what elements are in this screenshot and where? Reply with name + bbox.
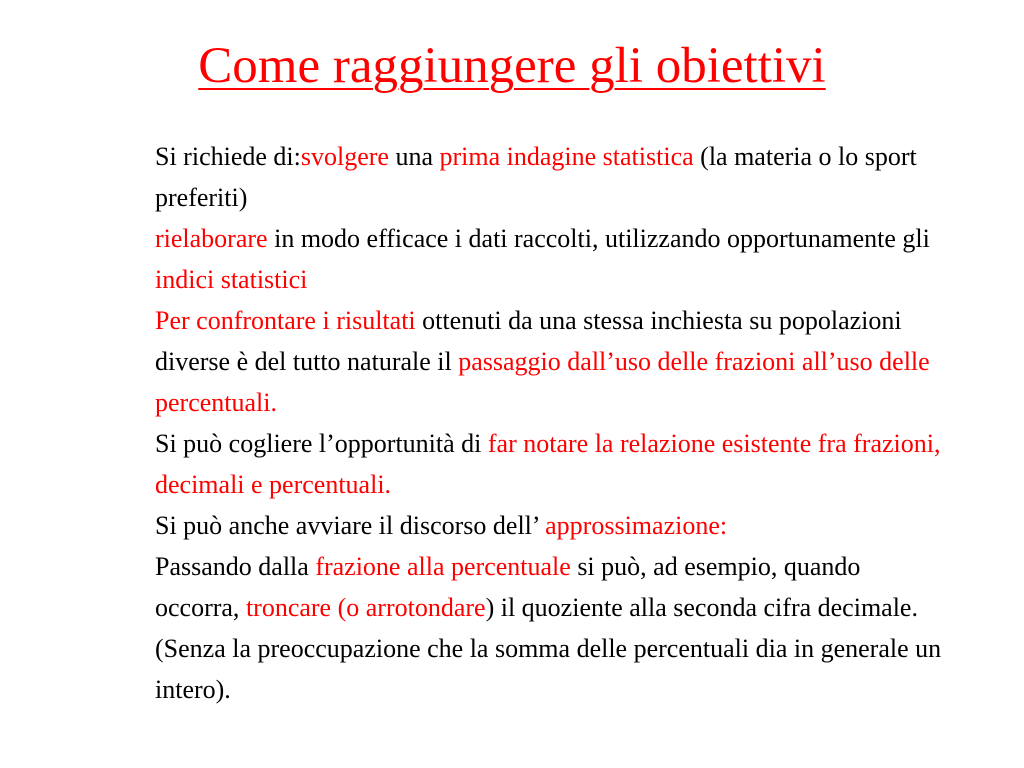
- highlighted-text: troncare (o arrotondare: [245, 593, 486, 622]
- body-text-segment: (la materia o lo sport preferiti): [155, 142, 917, 212]
- body-text-segment: in modo efficace i dati raccolti, utilizzando opportunamente gli: [267, 224, 930, 253]
- body-text-segment: ) il quoziente alla seconda cifra decimale. (Senza la preoccupazione che la somma delle percentuali dia in generale un intero).: [155, 593, 942, 704]
- body-text-segment: si può, ad esempio, quando occorra,: [155, 552, 861, 622]
- body-text-segment: Si richiede di:: [155, 142, 301, 171]
- body-paragraph: [155, 546, 945, 710]
- body-paragraph: [155, 300, 945, 423]
- highlighted-text: approssimazione:: [545, 511, 728, 540]
- highlighted-text: rielaborare: [155, 224, 268, 253]
- highlighted-text: prima indagine statistica: [439, 142, 694, 171]
- body-paragraph: [155, 423, 945, 505]
- highlighted-text: frazione alla percentuale: [315, 552, 571, 581]
- highlighted-text: indici statistici: [155, 265, 308, 294]
- body-paragraph: [155, 136, 945, 218]
- body-text-segment: ottenuti da una stessa inchiesta su popolazioni diverse è del tutto naturale il: [155, 306, 902, 376]
- highlighted-text: passaggio dall’uso delle frazioni all’uso delle percentuali.: [155, 347, 930, 417]
- body-text-segment: Passando dalla: [155, 552, 316, 581]
- body-text-segment: una: [388, 142, 440, 171]
- body-paragraph: [155, 218, 945, 300]
- body-paragraph: [155, 505, 945, 546]
- slide-body: [155, 136, 945, 710]
- body-text-segment: Si può cogliere l’opportunità di: [155, 429, 488, 458]
- body-text-segment: Si può anche avviare il discorso dell’: [155, 511, 546, 540]
- highlighted-text: far notare la relazione esistente fra frazioni, decimali e percentuali.: [155, 429, 941, 499]
- highlighted-text: Per confrontare i risultati: [155, 306, 416, 335]
- highlighted-text: svolgere: [300, 142, 389, 171]
- slide-title: Come raggiungere gli obiettivi: [198, 38, 826, 94]
